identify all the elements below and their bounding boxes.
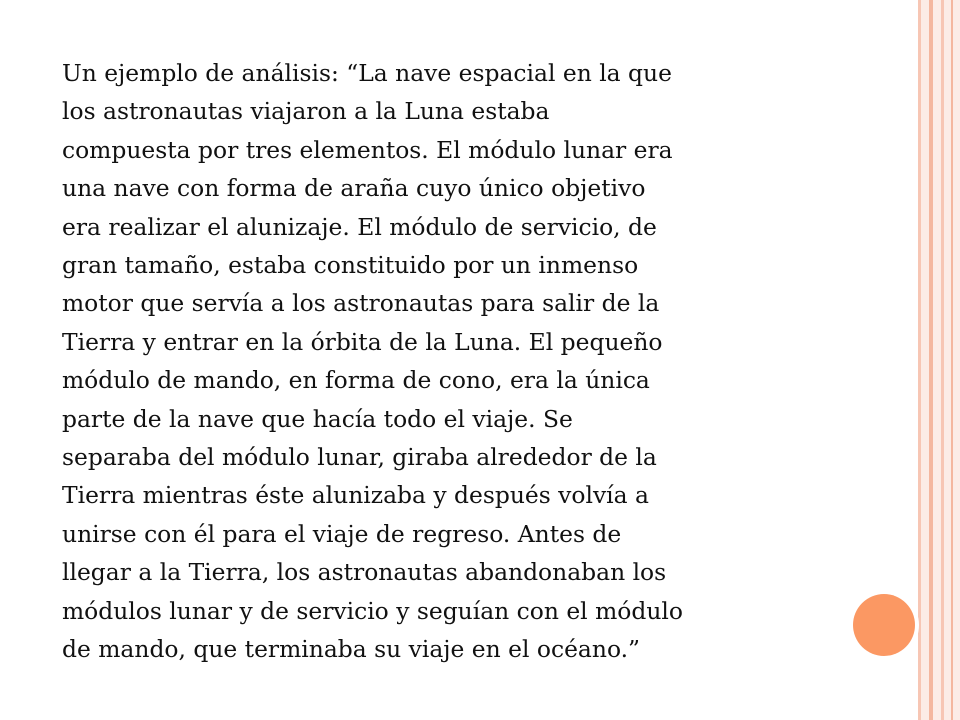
decorative-stripe-band xyxy=(918,0,960,720)
text-line: separaba del módulo lunar, giraba alrededor de la xyxy=(62,443,657,472)
text-line: compuesta por tres elementos. El módulo lunar era xyxy=(62,135,673,164)
text-line: una nave con forma de araña cuyo único objetivo xyxy=(62,174,646,203)
decorative-stripe xyxy=(929,0,933,720)
text-line: Tierra mientras éste alunizaba y después volvía a xyxy=(62,481,649,510)
text-line: los astronautas viajaron a la Luna estaba xyxy=(62,97,550,126)
text-line: llegar a la Tierra, los astronautas abandonaban los xyxy=(62,558,667,587)
text-line: módulo de mando, en forma de cono, era la única xyxy=(62,366,650,395)
text-line: módulos lunar y de servicio y seguían con el módulo xyxy=(62,596,683,625)
text-line: parte de la nave que hacía todo el viaje. Se xyxy=(62,404,573,433)
text-line: Tierra y entrar en la órbita de la Luna. El pequeño xyxy=(62,327,663,356)
text-line: Un ejemplo de análisis: “La nave espacial en la que xyxy=(62,59,672,87)
text-line: era realizar el alunizaje. El módulo de servicio, de xyxy=(62,212,657,241)
decorative-stripe xyxy=(941,0,944,720)
text-line: motor que servía a los astronautas para salir de la xyxy=(62,289,660,318)
text-line: unirse con él para el viaje de regreso. Antes de xyxy=(62,519,622,548)
body-text xyxy=(62,54,882,669)
decorative-stripe xyxy=(951,0,953,720)
text-line: de mando, que terminaba su viaje en el océano.” xyxy=(62,635,641,664)
decorative-stripe xyxy=(918,0,921,720)
text-line: gran tamaño, estaba constituido por un inmenso xyxy=(62,251,639,280)
